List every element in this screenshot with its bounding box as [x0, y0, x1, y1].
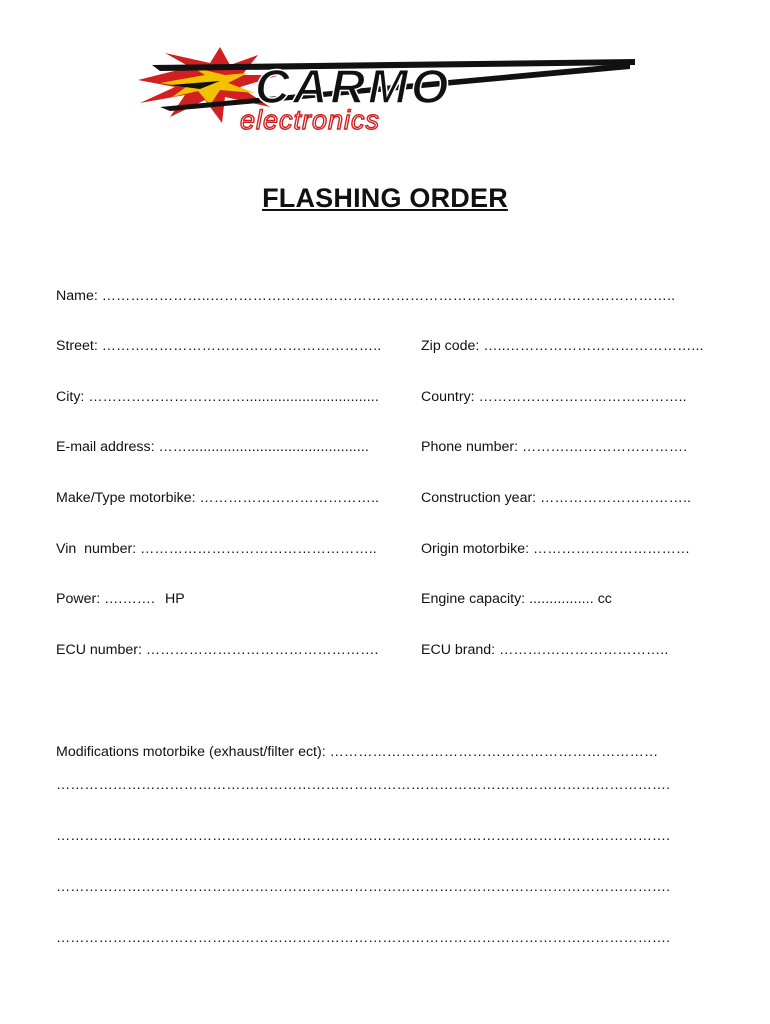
ecu-brand-label: ECU brand: [421, 642, 496, 658]
logo-sub-text: electronics [240, 105, 381, 135]
modifications-line-2[interactable]: …………………………………………………………………………………………………………………. [56, 828, 671, 844]
ecu-number-label: ECU number: [56, 642, 142, 658]
engine-capacity-unit: cc [597, 591, 612, 607]
modifications-line[interactable]: …………………………………………………………… [329, 744, 659, 760]
engine-capacity-line[interactable]: ................ [529, 591, 594, 607]
country-line[interactable]: …………………………………….. [478, 389, 687, 405]
zip-line[interactable]: …..…………………………………... [483, 338, 704, 354]
phone-field[interactable] [421, 438, 687, 456]
modifications-field[interactable] [56, 743, 658, 761]
origin-field[interactable] [421, 540, 690, 558]
power-field[interactable] [56, 590, 185, 608]
make-type-label: Make/Type motorbike: [56, 490, 196, 506]
engine-capacity-field[interactable] [421, 590, 612, 608]
vin-label: Vin number: [56, 541, 137, 557]
country-field[interactable] [421, 388, 687, 406]
street-label: Street: [56, 338, 98, 354]
modifications-line-1[interactable]: …………………………………………………………………………………………………………………. [56, 777, 671, 793]
page-title: FLASHING ORDER [262, 183, 508, 213]
email-field[interactable] [56, 438, 369, 456]
power-line[interactable]: ….……. [104, 591, 156, 607]
name-field[interactable] [56, 287, 675, 305]
carmo-logo-graphic [130, 45, 640, 137]
ecu-number-line[interactable]: …………………………………………. [145, 642, 379, 658]
construction-year-line[interactable]: ………………………….. [540, 490, 692, 506]
make-type-field[interactable] [56, 489, 379, 507]
email-label: E-mail address: [56, 439, 155, 455]
modifications-line-3[interactable]: …………………………………………………………………………………………………………………. [56, 879, 671, 895]
origin-line[interactable]: …………………………… [532, 541, 691, 557]
street-line[interactable]: ………………………………………………….. [101, 338, 382, 354]
construction-year-label: Construction year: [421, 490, 537, 506]
vin-line[interactable]: ………………………………………….. [140, 541, 377, 557]
name-label: Name: [56, 288, 98, 304]
zip-field[interactable] [421, 337, 704, 355]
origin-label: Origin motorbike: [421, 541, 530, 557]
zip-label: Zip code: [421, 338, 480, 354]
email-line[interactable]: ……............................................. [158, 439, 369, 455]
carmo-logo [130, 45, 640, 137]
engine-capacity-label: Engine capacity: [421, 591, 526, 607]
power-label: Power: [56, 591, 101, 607]
name-line[interactable]: …………………..…………………………………………………………………………………….. [101, 288, 676, 304]
city-line[interactable]: ……………………………................................. [88, 389, 379, 405]
vin-field[interactable] [56, 540, 377, 558]
ecu-number-field[interactable] [56, 641, 379, 659]
ecu-brand-field[interactable] [421, 641, 668, 659]
city-field[interactable] [56, 388, 379, 406]
city-label: City: [56, 389, 85, 405]
country-label: Country: [421, 389, 475, 405]
make-type-line[interactable]: ……………………………….. [199, 490, 380, 506]
ecu-brand-line[interactable]: ……….…………………….. [499, 642, 669, 658]
modifications-label: Modifications motorbike (exhaust/filter ect): [56, 744, 326, 760]
power-unit: HP [165, 591, 185, 607]
modifications-line-4[interactable]: …………………………………………………………………………………………………………………. [56, 930, 671, 946]
construction-year-field[interactable] [421, 489, 691, 507]
street-field[interactable] [56, 337, 381, 355]
logo-brand-text: CARMO [255, 61, 452, 114]
phone-label: Phone number: [421, 439, 519, 455]
phone-line[interactable]: ……….……………………. [521, 439, 688, 455]
